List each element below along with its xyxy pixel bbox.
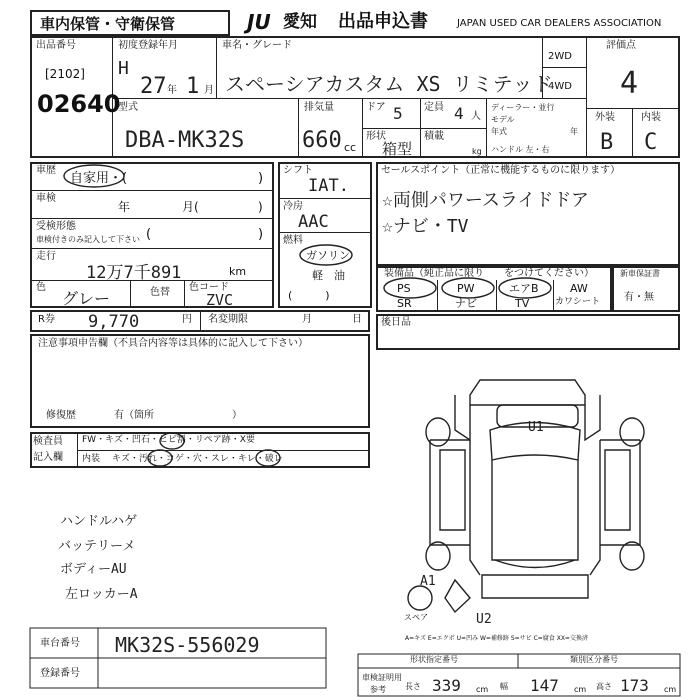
note-rocker: 左ロッカーA xyxy=(65,587,138,602)
form-title: 出品申込書 xyxy=(338,11,428,32)
length-value: 339 xyxy=(432,676,461,695)
inspector-row1: FW・キズ・凹石・ヒビ割・リペア跡・X要 xyxy=(82,435,255,445)
sales-point-line1: ☆両側パワースライドドア xyxy=(382,190,589,211)
mark-a1: A1 xyxy=(420,574,436,589)
chassis-label: 車台番号 xyxy=(40,638,80,649)
cert-label: 車検証明用 xyxy=(362,673,402,682)
color-code: ZVC xyxy=(206,291,234,309)
received-paren: ( xyxy=(146,227,152,242)
capacity-value: 4 xyxy=(454,104,464,123)
mileage-unit: km xyxy=(229,265,247,278)
mark-u2: U2 xyxy=(476,612,492,627)
first-reg-year: 27 xyxy=(140,74,167,99)
note-body: ボディーAU xyxy=(60,562,127,577)
height-label: 高さ xyxy=(596,682,612,691)
name-change-label: 名変期限 xyxy=(208,314,248,325)
load-unit: kg xyxy=(472,147,482,156)
note-battery: バッテリーメ xyxy=(58,539,136,554)
inspection-month: 月( xyxy=(182,200,199,214)
displacement-label: 排気量 xyxy=(304,102,334,113)
drive-2wd: 2WD xyxy=(548,51,572,62)
first-reg-era: H xyxy=(118,58,129,79)
spare-label: スペア xyxy=(404,613,428,622)
history-value: 自家用・( xyxy=(70,171,128,186)
first-reg-month: 1 xyxy=(186,74,200,99)
shape-label: 形状 xyxy=(366,131,386,142)
equip-tv: TV xyxy=(515,297,530,310)
inspection-close: ) xyxy=(258,200,263,214)
mileage-label: 走行 xyxy=(36,251,56,262)
color-code-label: 色コード xyxy=(189,282,229,293)
equip-sr: SR xyxy=(397,297,412,310)
length-label: 長さ xyxy=(405,682,421,691)
received-close: ) xyxy=(258,227,264,242)
equip-aw: AW xyxy=(570,282,588,295)
first-reg-month-unit: 月 xyxy=(204,85,214,96)
equip-pw: PW xyxy=(457,282,475,295)
equip-circles xyxy=(64,165,551,466)
ju-logo: JU xyxy=(247,10,271,34)
car-name-label: 車名・グレード xyxy=(222,40,292,51)
rating-int-label: 内装 xyxy=(641,112,661,123)
storage-stamp-text: 車内保管・守衛保管 xyxy=(40,15,176,33)
rating-int: C xyxy=(644,130,658,155)
dealer-model: モデル xyxy=(491,115,515,124)
association-name: JAPAN USED CAR DEALERS ASSOCIATION xyxy=(457,18,662,29)
inspector-row2-label: 内装 xyxy=(82,454,101,464)
legend: A=キズ E=エクボ U=凹み W=補修跡 S=サビ C=腐食 XX=交換済 xyxy=(405,635,588,642)
note-steering: ハンドルハゲ xyxy=(60,514,138,529)
height-unit: cm xyxy=(664,685,677,694)
dealer-nen: 年 xyxy=(570,127,578,136)
color-value: グレー xyxy=(62,289,111,308)
new-warranty-label: 新車保証書 xyxy=(620,269,660,278)
lot-sub: [2102] xyxy=(45,67,85,81)
repair-value: 有（箇所 xyxy=(114,410,154,421)
tires xyxy=(408,418,644,610)
equip-navi: ナビ xyxy=(455,297,477,310)
sales-point-label: セールスポイント（正常に機能するものに限ります） xyxy=(381,165,621,176)
model-label: 型式 xyxy=(118,102,138,113)
shape-value: 箱型 xyxy=(382,140,413,158)
repair-close: ） xyxy=(232,410,242,421)
equip-airbag: エアB xyxy=(509,282,539,295)
equipment-label: 装備品（純正品に限り をつけてください） xyxy=(384,268,594,279)
mark-u1: U1 xyxy=(528,420,544,435)
dealer-label: ディーラー・並行 xyxy=(491,103,555,112)
notes-label: 注意事項申告欄（不具合内容等は具体的に記入して下さい） xyxy=(38,338,308,349)
displacement-unit: cc xyxy=(344,141,357,154)
shift-value: IAT. xyxy=(308,176,349,196)
received-label: 受検形態 xyxy=(36,221,76,232)
equip-ps: PS xyxy=(397,282,411,295)
length-unit: cm xyxy=(476,685,489,694)
repair-label: 修復歴 xyxy=(46,410,76,421)
designated-label: 形状指定番号 xyxy=(410,655,458,664)
reg-label: 登録番号 xyxy=(40,668,80,679)
name-change-month: 月 xyxy=(302,314,312,325)
inspection-year: 年 xyxy=(118,200,131,214)
rating-score: 4 xyxy=(620,66,639,101)
lot-number: 02640 xyxy=(37,90,121,118)
height-value: 173 xyxy=(620,676,649,695)
inspector-label2: 記入欄 xyxy=(33,452,63,463)
name-change-day: 日 xyxy=(352,314,362,325)
recycle-label: R券 xyxy=(38,314,55,325)
model-value: DBA-MK32S xyxy=(125,128,245,153)
recycle-unit: 円 xyxy=(182,314,192,325)
sales-point-line2: ☆ナビ・TV xyxy=(382,216,469,237)
capacity-label: 定員 xyxy=(424,102,444,113)
dealer-year: 年式 xyxy=(491,127,507,136)
capacity-unit: 人 xyxy=(471,111,481,122)
aircon-value: AAC xyxy=(298,212,329,232)
fuel-gas: ガソリン xyxy=(306,249,350,262)
mileage-value: 12万7千891 xyxy=(86,263,182,283)
rating-label: 評価点 xyxy=(606,40,636,51)
aircon-label: 冷房 xyxy=(283,201,303,212)
load-label: 積載 xyxy=(424,131,444,142)
drive-4wd: 4WD xyxy=(548,81,572,92)
inspector-row2: キズ・汚れ・コゲ・穴・スレ・キレ・破レ xyxy=(112,454,283,464)
recycle-value: 9,770 xyxy=(88,312,140,332)
equip-leather: カワシート xyxy=(555,297,601,307)
inspection-label: 車検 xyxy=(36,193,56,204)
doors-value: 5 xyxy=(393,104,403,123)
color-label: 色 xyxy=(36,282,46,293)
car-outline xyxy=(430,380,640,612)
fuel-diesel: 軽 油 xyxy=(312,269,345,282)
new-warranty-value: 有・無 xyxy=(624,292,654,303)
class-label: 類別区分番号 xyxy=(570,655,618,664)
history-close: ) xyxy=(258,171,264,186)
car-name-value: スペーシアカスタム XS リミテッド xyxy=(225,72,553,96)
fuel-paren: ( ) xyxy=(288,289,330,302)
width-label: 幅 xyxy=(500,682,508,691)
after-market-label: 後日品 xyxy=(381,317,411,328)
rating-ext-label: 外装 xyxy=(595,112,615,123)
color-change-label: 色替 xyxy=(150,287,170,298)
received-note: 車検付きのみ記入して下さい xyxy=(36,235,140,244)
inspector-label1: 検査員 xyxy=(33,436,63,447)
first-reg-label: 初度登録年月 xyxy=(118,40,178,51)
ref-label: 参考 xyxy=(370,685,386,694)
first-reg-year-unit: 年 xyxy=(167,85,177,96)
width-unit: cm xyxy=(574,685,587,694)
history-label: 車歴 xyxy=(36,165,56,176)
doors-label: ドア xyxy=(366,102,386,113)
shift-label: シフト xyxy=(283,165,313,176)
displacement-value: 660 xyxy=(302,128,342,153)
dealer-handle: ハンドル 左・右 xyxy=(491,145,550,154)
rating-ext: B xyxy=(600,130,614,155)
chassis-value: MK32S-556029 xyxy=(115,633,260,657)
org-name: 愛知 xyxy=(283,12,317,32)
width-value: 147 xyxy=(530,676,559,695)
lot-label: 出品番号 xyxy=(36,40,76,51)
fuel-label: 燃料 xyxy=(283,235,303,246)
